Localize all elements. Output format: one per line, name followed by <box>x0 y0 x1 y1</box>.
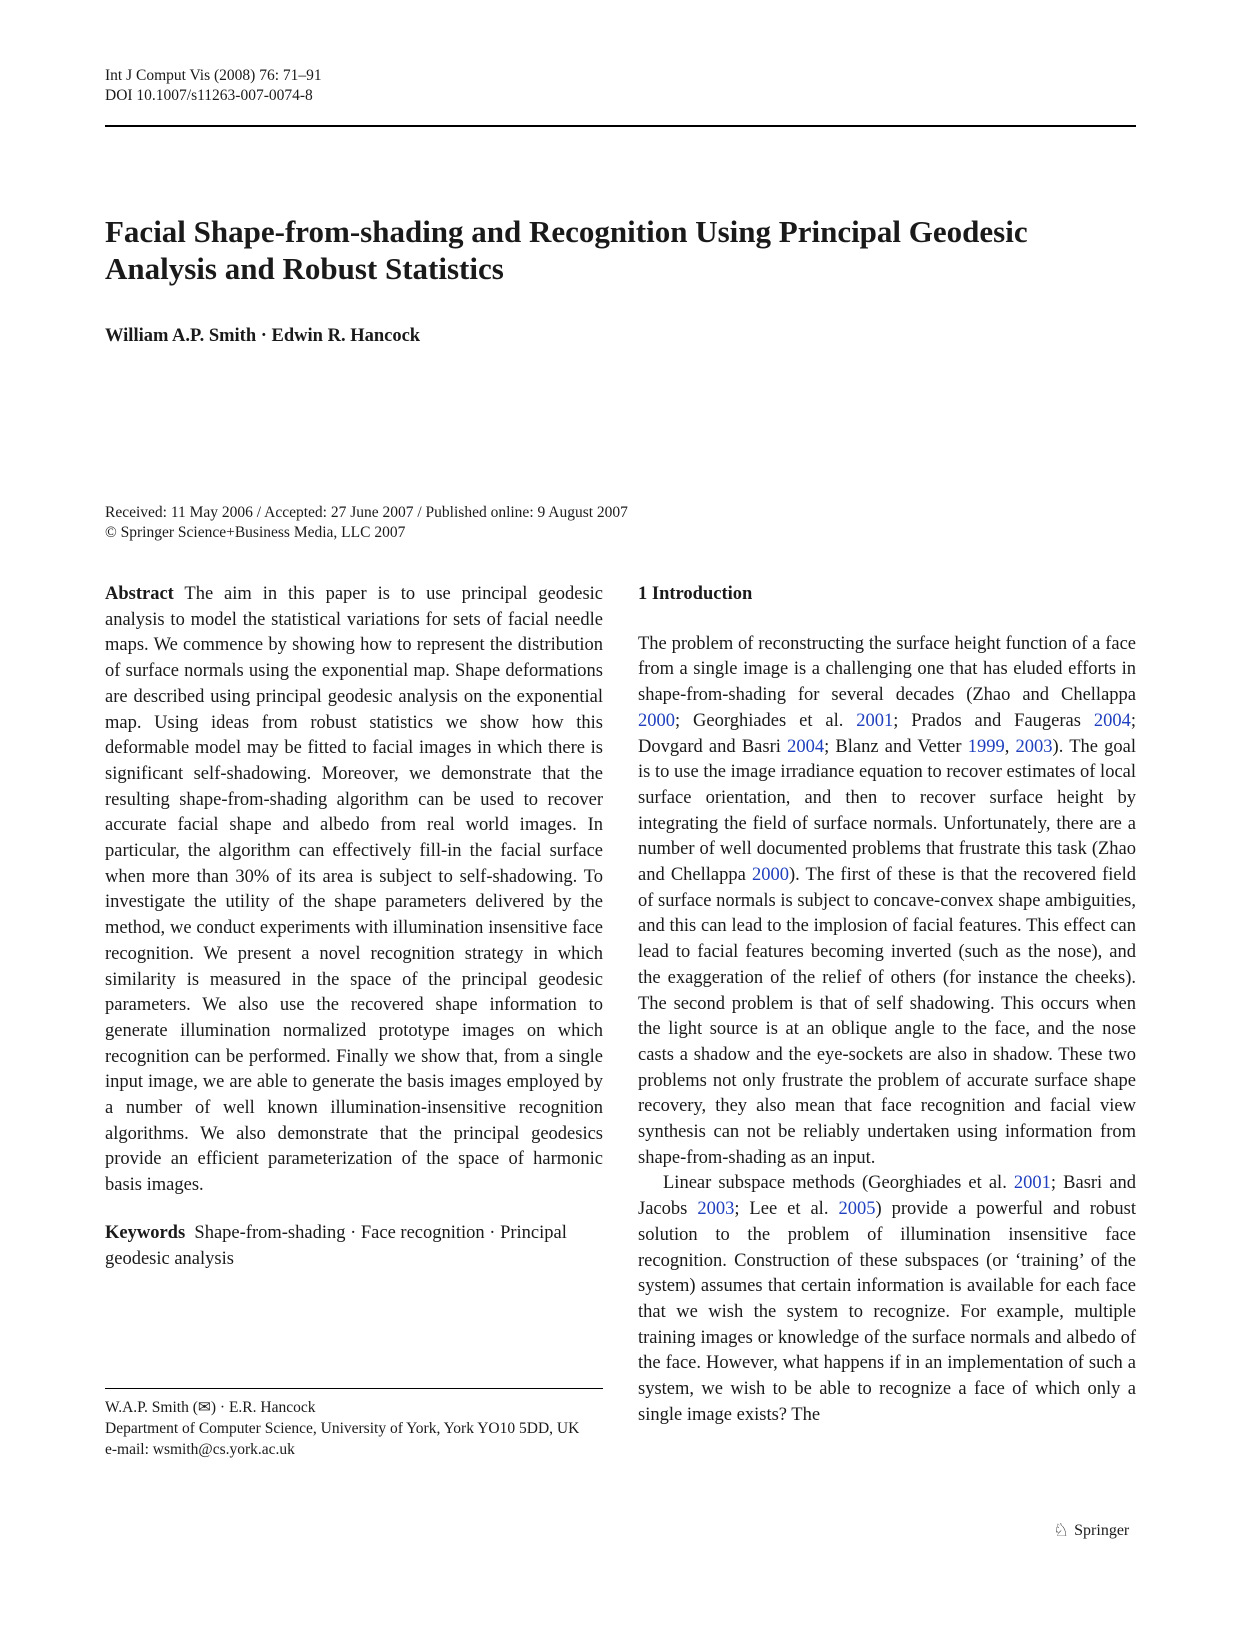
text-run: ; Basri and Jacobs <box>638 1173 1136 1220</box>
abstract-label: Abstract <box>105 584 174 604</box>
affiliation-names: W.A.P. Smith (✉) · E.R. Hancock <box>105 1399 316 1416</box>
text-run: ; Dovgard and Basri <box>638 710 1136 757</box>
citation-link[interactable]: 1999 <box>967 736 1005 757</box>
citation-link[interactable]: 2005 <box>838 1199 876 1220</box>
citation-link[interactable]: 2003 <box>697 1199 735 1220</box>
abstract-text: The aim in this paper is to use principal geodesic analysis to model the statistical variations for sets of facial needle maps. We commence by showing how to represent the distribution of surface normals using the exponential map. Shape deformations are described using principal geodesic analysis on the exponential map. Using ideas from robust statistics we show how this deformable model may be fitted to facial images in which there is significant self-shadowing. Moreover, we demonstrate that the resulting shape-from-shading algorithm can be used to recover accurate facial shape and albedo from real world images. In particular, the algorithm can effectively fill-in the facial surface when more than 30% of its area is subject to self-shadowing. To investigate the utility of the shape parameters delivered by the method, we conduct experiments with illumination insensitive face recognition. We present a novel recognition strategy in which similarity is measured in the space of the principal geodesic parameters. We also use the recovered shape information to generate illumination normalized prototype images on which recognition can be performed. Finally we show that, from a single input image, we are able to generate the basis images employed by a number of well known illumination-insensitive recognition algorithms. We also demonstrate that the principal geodesics provide an efficient parameterization of the space of harmonic basis images. <box>105 584 603 1196</box>
text-run: The problem of reconstructing the surface height function of a face from a single image is a challenging one that has eluded efforts in shape-from-shading for several decades (Zhao and Chellappa <box>638 633 1136 706</box>
author-list: William A.P. Smith · Edwin R. Hancock <box>105 326 421 346</box>
citation-link[interactable]: 2003 <box>1015 736 1053 757</box>
intro-paragraph-2 <box>638 1171 1136 1428</box>
affiliation-rule <box>105 1388 603 1389</box>
citation-link[interactable]: 2000 <box>638 710 675 731</box>
citation-link[interactable]: 2000 <box>751 865 789 886</box>
affiliation-dept: Department of Computer Science, University of York, York YO10 5DD, UK <box>105 1420 580 1437</box>
text-run: ) provide a powerful and robust solution to the problem of illumination insensitive face recognition. Construction of these subspaces (or ‘training’ of the system) assumes that certain information is available for each face that we wish the system to recognize. For example, multiple training images or knowledge of the surface normals and albedo of the face. However, what happens if in an implementation of such a system, we wish to be able to recognize a face of which only a single image exists? The <box>638 1199 1136 1425</box>
affiliation-email: e-mail: wsmith@cs.york.ac.uk <box>105 1441 295 1458</box>
publisher-logo <box>1053 1520 1129 1541</box>
springer-horse-icon: ♘ <box>1053 1520 1070 1540</box>
text-run: ). The goal is to use the image irradiance equation to recover estimates of local surface orientation, and then to recover surface height by integrating the field of surface normals. Unfortunately, there are a number of well documented problems that frustrate this task (Zhao and Chellappa <box>638 736 1137 886</box>
copyright: © Springer Science+Business Media, LLC 2007 <box>105 524 406 541</box>
text-run: ; Prados and Faugeras <box>893 710 1094 731</box>
text-run: ; Blanz and Vetter <box>824 736 968 757</box>
text-run: , <box>1004 736 1016 757</box>
right-column <box>638 582 1136 1429</box>
journal-citation: Int J Comput Vis (2008) 76: 71–91 <box>105 67 322 84</box>
affiliation <box>105 1397 603 1460</box>
publisher-name: Springer <box>1074 1521 1130 1539</box>
doi: DOI 10.1007/s11263-007-0074-8 <box>105 87 313 104</box>
keywords <box>105 1221 603 1272</box>
abstract <box>105 582 603 1199</box>
text-run: Linear subspace methods (Georghiades et al. <box>663 1173 1014 1194</box>
left-column <box>105 582 603 1272</box>
keywords-label: Keywords <box>105 1222 186 1243</box>
publication-dates <box>105 503 628 543</box>
citation-link[interactable]: 2001 <box>856 710 894 731</box>
intro-paragraph-1 <box>638 632 1136 1172</box>
keywords-text: Shape-from-shading · Face recognition · Principal geodesic analysis <box>105 1222 567 1269</box>
citation-link[interactable]: 2004 <box>787 736 825 757</box>
history-dates: Received: 11 May 2006 / Accepted: 27 June 2007 / Published online: 9 August 2007 <box>105 504 628 521</box>
text-run: ; Georghiades et al. <box>675 710 857 731</box>
citation-link[interactable]: 2001 <box>1013 1173 1051 1194</box>
text-run: ; Lee et al. <box>734 1199 839 1220</box>
paper-title: Facial Shape-from-shading and Recognition Using Principal Geodesic Analysis and Robust Statistics <box>105 214 1028 286</box>
header-rule <box>105 125 1136 127</box>
citation-link[interactable]: 2004 <box>1093 710 1131 731</box>
journal-header <box>105 66 322 106</box>
section-heading-introduction: 1 Introduction <box>638 584 753 604</box>
text-run: ). The first of these is that the recovered field of surface normals is subject to concave-convex shape ambiguities, and this can lead to the implosion of facial features. This effect can lead to facial features becoming inverted (such as the nose), and the exaggeration of the relief of others (for instance the cheeks). The second problem is that of self shadowing. This occurs when the light source is at an oblique angle to the face, and the nose casts a shadow and the eye-sockets are also in shadow. These two problems not only frustrate the problem of accurate surface shape recovery, they also mean that face recognition and facial view synthesis can not be reliably undertaken using information from shape-from-shading as an input. <box>638 865 1137 1168</box>
